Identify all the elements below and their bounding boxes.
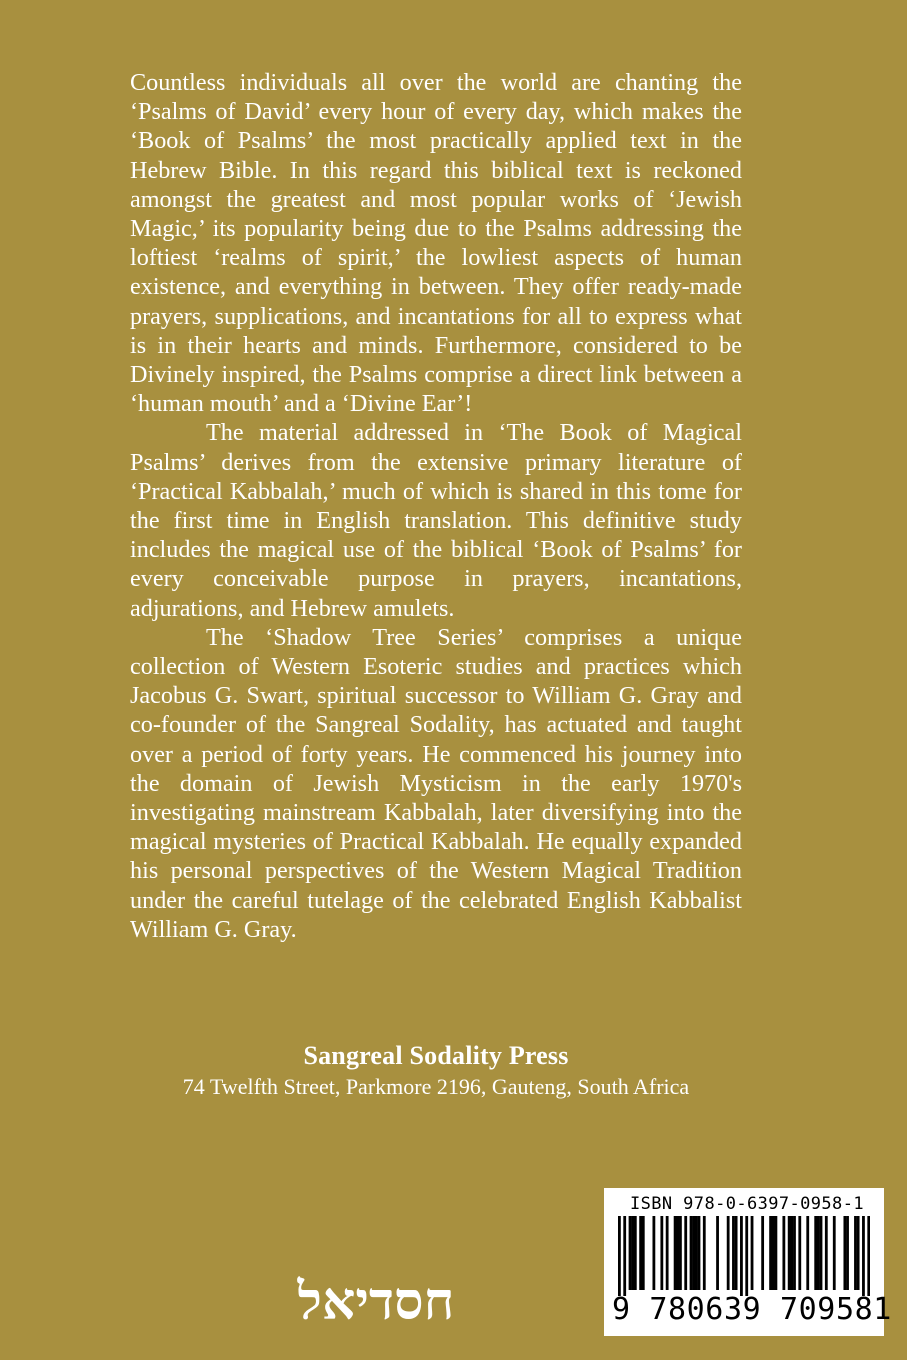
barcode-bar (652, 1216, 655, 1290)
barcode-bar (814, 1216, 817, 1290)
barcode-bar (843, 1216, 846, 1290)
barcode-bar (793, 1216, 796, 1290)
barcode-bar (716, 1216, 719, 1290)
barcode-bar (695, 1216, 698, 1290)
barcode-bar (618, 1216, 621, 1296)
barcode-bar (833, 1216, 836, 1290)
barcode-bar (806, 1216, 809, 1290)
barcode-bar (775, 1216, 778, 1290)
blurb-text (130, 68, 742, 944)
barcode-digits: 9 780639 709581 (612, 1292, 892, 1327)
barcode-bar (666, 1216, 669, 1290)
publisher-address: 74 Twelfth Street, Parkmore 2196, Gauteng, South Africa (182, 1074, 690, 1099)
barcode-bar (867, 1216, 870, 1296)
barcode-bar (817, 1216, 820, 1290)
barcode-bar (692, 1216, 695, 1290)
barcode-bar (820, 1216, 823, 1290)
barcode-bar (798, 1216, 801, 1290)
barcode-bars (618, 1216, 870, 1296)
barcode-bar (735, 1216, 738, 1290)
barcode-bar (772, 1216, 775, 1290)
barcode-bar (674, 1216, 677, 1290)
barcode-bar (751, 1216, 754, 1290)
barcode-bar (639, 1216, 642, 1290)
barcode-bar (769, 1216, 772, 1290)
barcode-bar (745, 1216, 748, 1296)
isbn-barcode (604, 1188, 892, 1336)
blurb-paragraph-3: The ‘Shadow Tree Series’ comprises a unique collection of Western Esoteric studies and practices which Jacobus G. Swart, spiritual successor to William G. Gray and co-founder of the Sangreal Sodality, has actuated and taught over a period of forty years. He commenced his journey into the domain of Jewish Mysticism in the early 1970's investigating mainstream Kabbalah, later diversifying into the magical mysteries of Practical Kabbalah. He equally expanded his personal perspectives of the Western Magical Tradition under the careful tutelage of the celebrated English Kabbalist William G. Gray. (130, 623, 742, 943)
barcode-bar (698, 1216, 701, 1290)
barcode-bar (782, 1216, 785, 1290)
barcode-bar (727, 1216, 730, 1290)
barcode-bar (825, 1216, 828, 1290)
barcode-bar (862, 1216, 865, 1296)
hebrew-logo: חסדיאל (297, 1271, 455, 1332)
barcode-bar (642, 1216, 645, 1290)
blurb-paragraph-2: The material addressed in ‘The Book of Magical Psalms’ derives from the extensive primary literature of ‘Practical Kabbalah,’ much of which is shared in this tome for the first time in English translation. This definitive study includes the magical use of the biblical ‘Book of Psalms’ for every conceivable purpose in prayers, incantations, adjurations, and Hebrew amulets. (130, 419, 742, 622)
barcode-bar (788, 1216, 791, 1290)
barcode-bar (703, 1216, 706, 1290)
barcode-bar (679, 1216, 682, 1290)
blurb-paragraph-1: Countless individuals all over the world are chanting the ‘Psalms of David’ every hour of every day, which makes the ‘Book of Psalms’ the most practically applied text in the Hebrew Bible. In this regard this biblical text is reckoned amongst the greatest and most popular works of ‘Jewish Magic,’ its popularity being due to the Psalms addressing the loftiest ‘realms of spirit,’ the lowliest aspects of human existence, and everything in between. They offer ready-made prayers, supplications, and incantations for all to express what is in their hearts and minds. Furthermore, considered to be Divinely inspired, the Psalms comprise a direct link between a ‘human mouth’ and a ‘Divine Ear’! (130, 69, 742, 418)
barcode-bar (761, 1216, 764, 1290)
barcode-bar (623, 1216, 626, 1296)
barcode-bar (846, 1216, 849, 1290)
barcode-bar (629, 1216, 632, 1290)
barcode-bar (631, 1216, 634, 1290)
barcode-bar (634, 1216, 637, 1290)
barcode-bar (857, 1216, 860, 1290)
barcode-bar (732, 1216, 735, 1290)
publisher-name: Sangreal Sodality Press (303, 1041, 569, 1070)
publisher-block (130, 1040, 742, 1102)
isbn-label: ISBN 978-0-6397-0958-1 (630, 1194, 864, 1214)
barcode-bar (684, 1216, 687, 1290)
barcode-bar (740, 1216, 743, 1296)
barcode-bar (854, 1216, 857, 1290)
barcode-bar (690, 1216, 693, 1290)
barcode-bar (676, 1216, 679, 1290)
barcode-bar (660, 1216, 663, 1290)
barcode-bar (790, 1216, 793, 1290)
